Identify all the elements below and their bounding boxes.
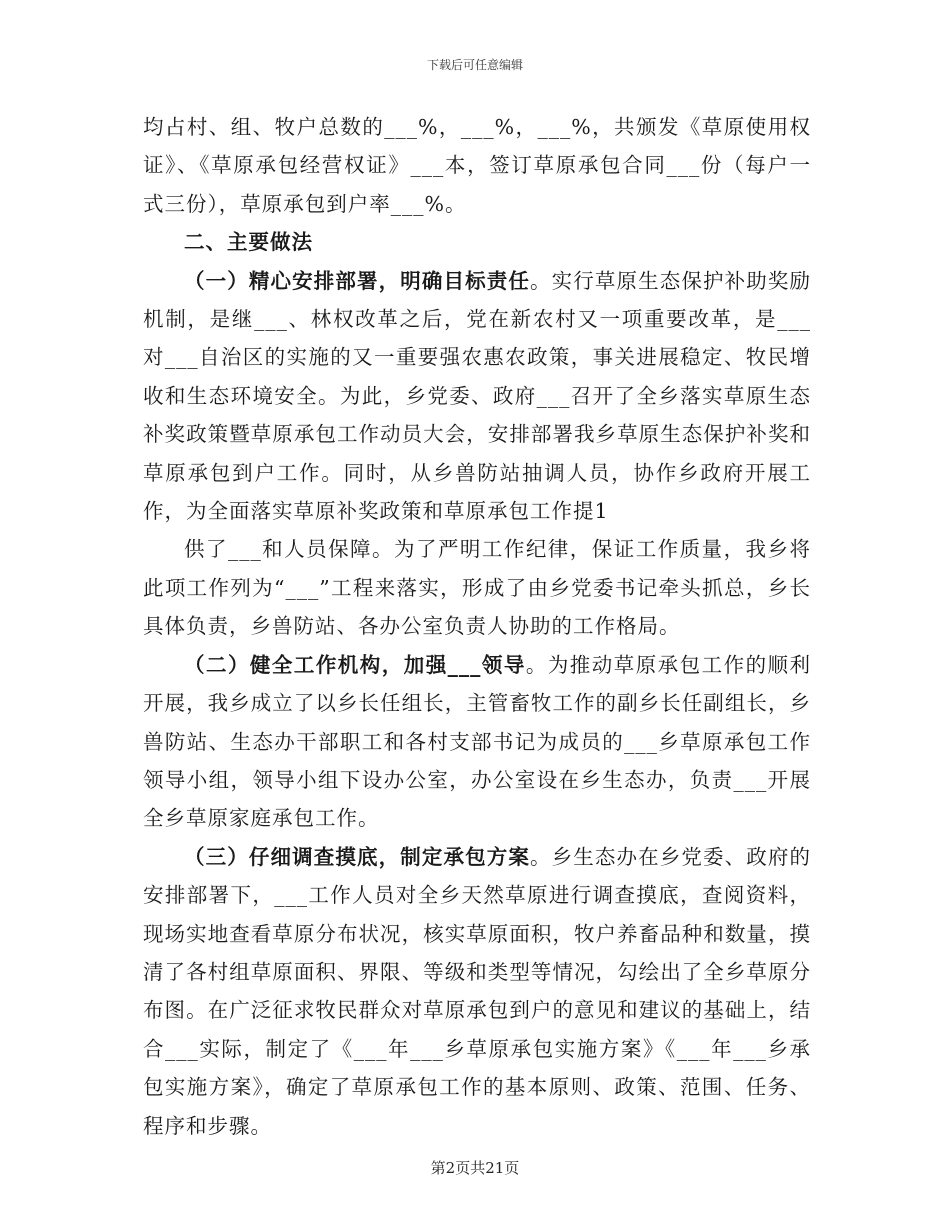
document-body — [143, 108, 811, 1145]
page-footer: 第2页共21页 — [430, 1159, 520, 1177]
paragraph-lead-deployment: （一）精心安排部署，明确目标责任 — [184, 268, 530, 293]
paragraph-lead-organization: （二）健全工作机构，加强___领导 — [184, 652, 526, 677]
paragraph-organization — [143, 646, 811, 838]
page-header: 下载后可任意编辑 — [426, 58, 523, 72]
paragraph-stats-continuation: 均占村、组、牧户总数的___%，___%，___%，共颁发《草原使用权证》、《草原承包经营权证》___本，签订草原承包合同___份（每户一式三份），草原承包到户率___%。 — [143, 115, 811, 216]
section-heading-main-practices: 二、主要做法 — [184, 230, 313, 255]
paragraph-deployment — [143, 262, 811, 531]
paragraph-lead-survey: （三）仔细调查摸底，制定承包方案 — [184, 844, 530, 869]
paragraph-text-survey: 。乡生态办在乡党委、政府的安排部署下，___工作人员对全乡天然草原进行调查摸底，查阅资料，现场实地查看草原分布状况，核实草原面积，牧户养畜品种和数量，摸清了各村组草原面积、界限、等级和类型等情况，勾绘出了全乡草原分布图。在广泛征求牧民群众对草原承包到户的意见和建议的基础上，结合___实际，制定了《___年___乡草原承包实施方案》《___年___乡承包实施方案》，确定了草原承包工作的基本原则、政策、范围、任务、程序和步骤。 — [143, 844, 811, 1138]
paragraph-survey — [143, 838, 811, 1145]
paragraph-text-organization: 。为推动草原承包工作的顺利开展，我乡成立了以乡长任组长，主管畜牧工作的副乡长任副组长，乡兽防站、生态办干部职工和各村支部书记为成员的___乡草原承包工作领导小组，领导小组下设办公室，办公室设在乡生态办，负责___开展全乡草原家庭承包工作。 — [143, 652, 812, 831]
paragraph-text-deployment: 。实行草原生态保护补助奖励机制，是继___、林权改革之后，党在新农村又一项重要改革，是___对___自治区的实施的又一重要强农惠农政策，事关进展稳定、牧民增收和生态环境安全。为此，乡党委、政府___召开了全乡落实草原生态补奖政策暨草原承包工作动员大会，安排部署我乡草原生态保护补奖和草原承包到户工作。同时，从乡兽防站抽调人员，协作乡政府开展工作，为全面落实草原补奖政策和草原承包工作提1 — [143, 268, 811, 524]
paragraph-guarantee: 供了___和人员保障。为了严明工作纪律，保证工作质量，我乡将此项工作列为“___”工程来落实，形成了由乡党委书记牵头抓总，乡长具体负责，乡兽防站、各办公室负责人协助的工作格局。 — [143, 537, 811, 639]
